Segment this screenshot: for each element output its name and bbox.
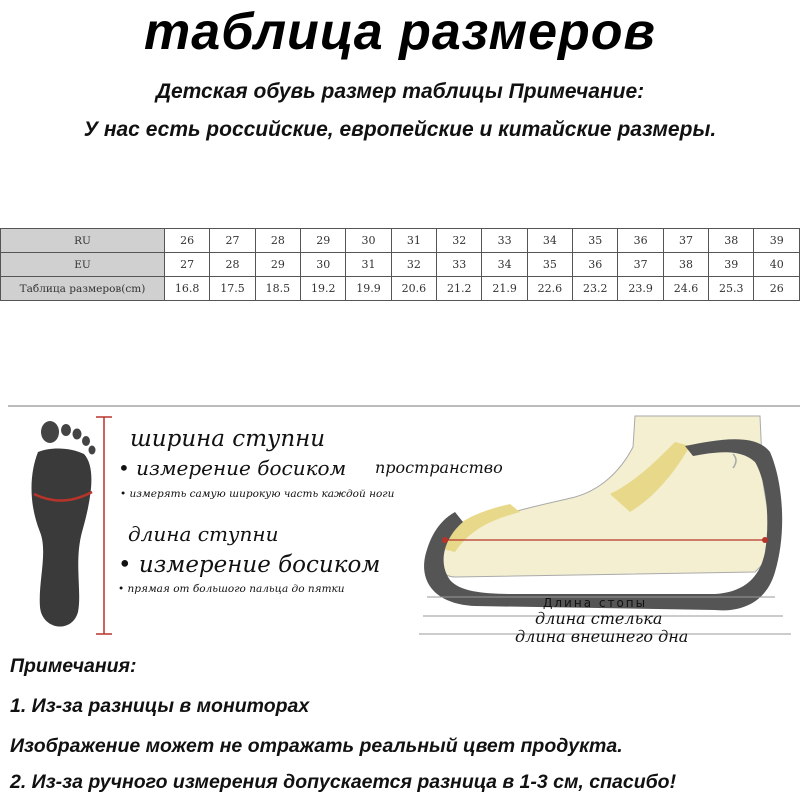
note-1: 1. Из-за разницы в мониторах <box>10 695 310 717</box>
table-cell: 32 <box>391 253 436 277</box>
measurement-diagram <box>0 412 800 652</box>
table-cell: 21.9 <box>482 277 527 301</box>
table-cell: 26 <box>754 277 800 301</box>
notes-heading: Примечания: <box>10 655 137 677</box>
table-cell: 38 <box>663 253 708 277</box>
table-cell: 24.6 <box>663 277 708 301</box>
table-cell: 39 <box>754 229 800 253</box>
table-cell: 16.8 <box>165 277 210 301</box>
table-cell: 39 <box>709 253 754 277</box>
foot-width-label: ширина ступни <box>130 426 326 452</box>
table-cell: 38 <box>709 229 754 253</box>
table-cell: 36 <box>618 229 663 253</box>
table-cell: 30 <box>301 253 346 277</box>
table-cell: 23.9 <box>618 277 663 301</box>
foot-length-2-label: Длина стопы <box>543 596 648 610</box>
barefoot-label-2: • измерение босиком <box>118 552 380 578</box>
table-cell: 28 <box>255 229 300 253</box>
table-row <box>1 253 800 277</box>
table-cell: 23.2 <box>573 277 618 301</box>
divider <box>8 405 800 407</box>
note-3: 2. Из-за ручного измерения допускается разница в 1-3 см, спасибо! <box>10 771 677 793</box>
page-title: таблица размеров <box>144 3 656 61</box>
table-cell: 30 <box>346 229 391 253</box>
table-cell: 25.3 <box>709 277 754 301</box>
size-table <box>0 228 800 301</box>
table-cell: 36 <box>573 253 618 277</box>
table-cell: 27 <box>165 253 210 277</box>
table-cell: 37 <box>618 253 663 277</box>
table-row <box>1 229 800 253</box>
table-cell: 32 <box>437 229 482 253</box>
table-cell: 40 <box>754 253 800 277</box>
subtitle-line-1: Детская обувь размер таблицы Примечание: <box>155 80 645 103</box>
table-cell: 29 <box>255 253 300 277</box>
outsole-length-label: длина внешнего дна <box>515 627 689 646</box>
table-cell: 37 <box>663 229 708 253</box>
table-cell: 21.2 <box>437 277 482 301</box>
table-cell: 22.6 <box>527 277 572 301</box>
row-header: EU <box>1 253 165 277</box>
table-cell: 26 <box>165 229 210 253</box>
row-header: RU <box>1 229 165 253</box>
row-header: Таблица размеров(cm) <box>1 277 165 301</box>
note-2: Изображение может не отражать реальный цвет продукта. <box>10 735 623 757</box>
barefoot-label-1: • измерение босиком <box>118 456 346 480</box>
table-cell: 27 <box>210 229 255 253</box>
footprint-illustration <box>0 412 120 642</box>
table-cell: 20.6 <box>391 277 436 301</box>
length-hint: • прямая от большого пальца до пятки <box>118 583 345 595</box>
insole-length-label: длина стелька <box>535 609 663 628</box>
table-cell: 34 <box>482 253 527 277</box>
space-label: пространство <box>375 458 503 477</box>
table-cell: 29 <box>301 229 346 253</box>
table-cell: 31 <box>391 229 436 253</box>
table-cell: 18.5 <box>255 277 300 301</box>
table-cell: 33 <box>482 229 527 253</box>
foot-length-label: длина ступни <box>128 522 279 546</box>
subtitle-line-2: У нас есть российские, европейские и китайские размеры. <box>83 118 717 141</box>
width-hint: • измерять самую широкую часть каждой ноги <box>120 488 394 500</box>
table-cell: 31 <box>346 253 391 277</box>
table-cell: 33 <box>437 253 482 277</box>
table-cell: 19.2 <box>301 277 346 301</box>
table-cell: 17.5 <box>210 277 255 301</box>
table-cell: 35 <box>573 229 618 253</box>
table-cell: 19.9 <box>346 277 391 301</box>
table-cell: 35 <box>527 253 572 277</box>
table-cell: 28 <box>210 253 255 277</box>
table-cell: 34 <box>527 229 572 253</box>
table-row <box>1 277 800 301</box>
